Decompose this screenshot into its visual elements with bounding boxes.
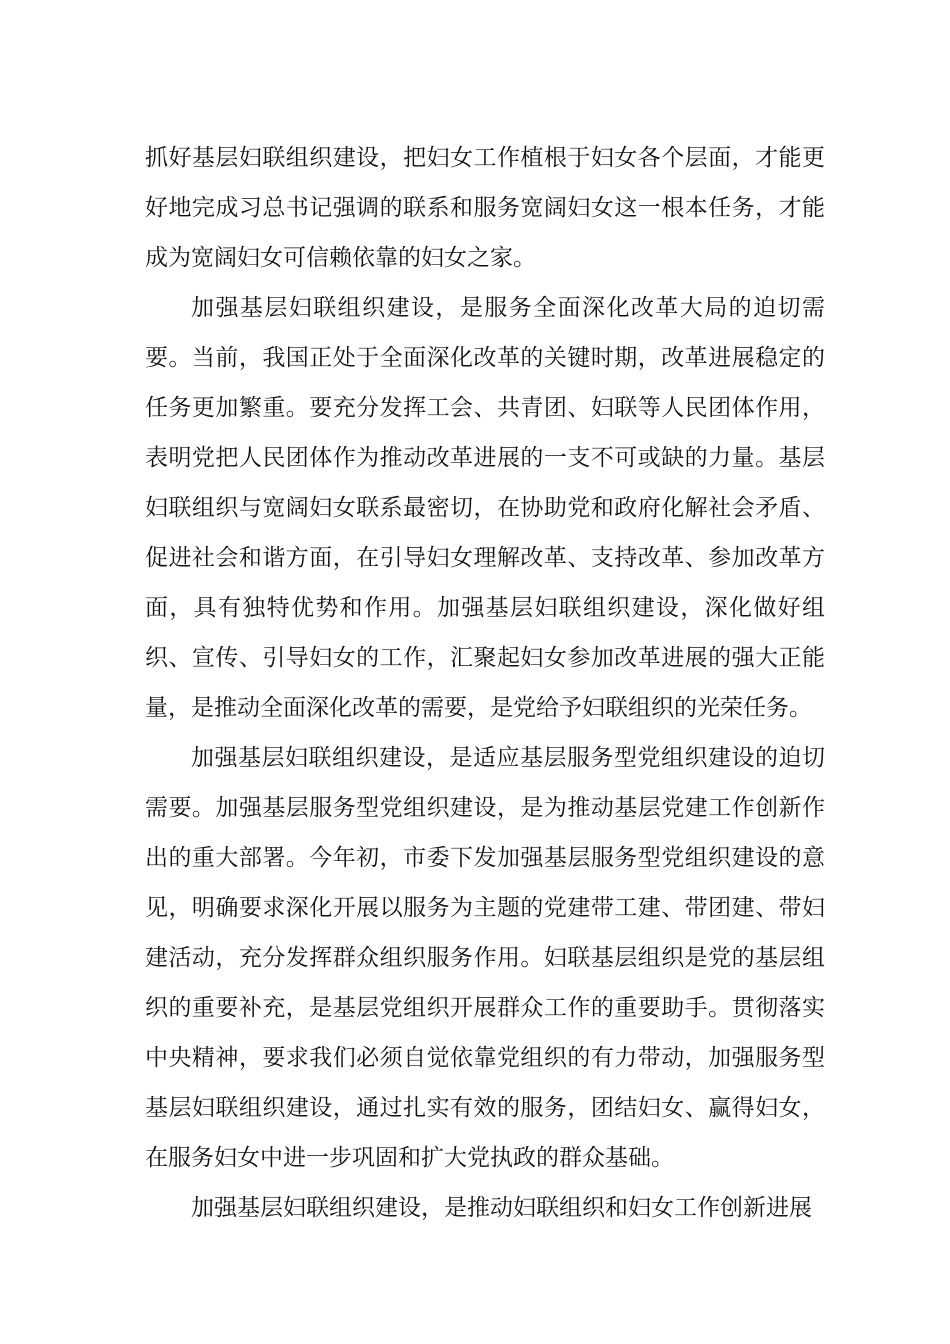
paragraph-reform: 加强基层妇联组织建设，是服务全面深化改革大局的迫切需要。当前，我国正处于全面深化改革的关键时期，改革进展稳定的任务更加繁重。要充分发挥工会、共青团、妇联等人民团体作用，表明党把人民团体作为推动改革进展的一支不可或缺的力量。基层妇联组织与宽阔妇女联系最密切，在协助党和政府化解社会矛盾、促进社会和谐方面，在引导妇女理解改革、支持改革、参加改革方面，具有独特优势和作用。加强基层妇联组织建设，深化做好组织、宣传、引导妇女的工作，汇聚起妇女参加改革进展的强大正能量，是推动全面深化改革的需要，是党给予妇联组织的光荣任务。 [145, 295, 825, 721]
paragraph-innovation: 加强基层妇联组织建设，是推动妇联组织和妇女工作创新进展 [191, 1195, 812, 1221]
body-text [145, 133, 825, 1233]
paragraph-party-service: 加强基层妇联组织建设，是适应基层服务型党组织建设的迫切需要。加强基层服务型党组织建设，是为推动基层党建工作创新作出的重大部署。今年初，市委下发加强基层服务型党组织建设的意见，明确要求深化开展以服务为主题的党建带工建、带团建、带妇建活动，充分发挥群众组织服务作用。妇联基层组织是党的基层组织的重要补充，是基层党组织开展群众工作的重要助手。贯彻落实中央精神，要求我们必须自觉依靠党组织的有力带动，加强服务型基层妇联组织建设，通过扎实有效的服务，团结妇女、赢得妇女，在服务妇女中进一步巩固和扩大党执政的群众基础。 [145, 745, 825, 1171]
paragraph-continued: 抓好基层妇联组织建设，把妇女工作植根于妇女各个层面，才能更好地完成习总书记强调的联系和服务宽阔妇女这一根本任务，才能成为宽阔妇女可信赖依靠的妇女之家。 [145, 145, 825, 271]
